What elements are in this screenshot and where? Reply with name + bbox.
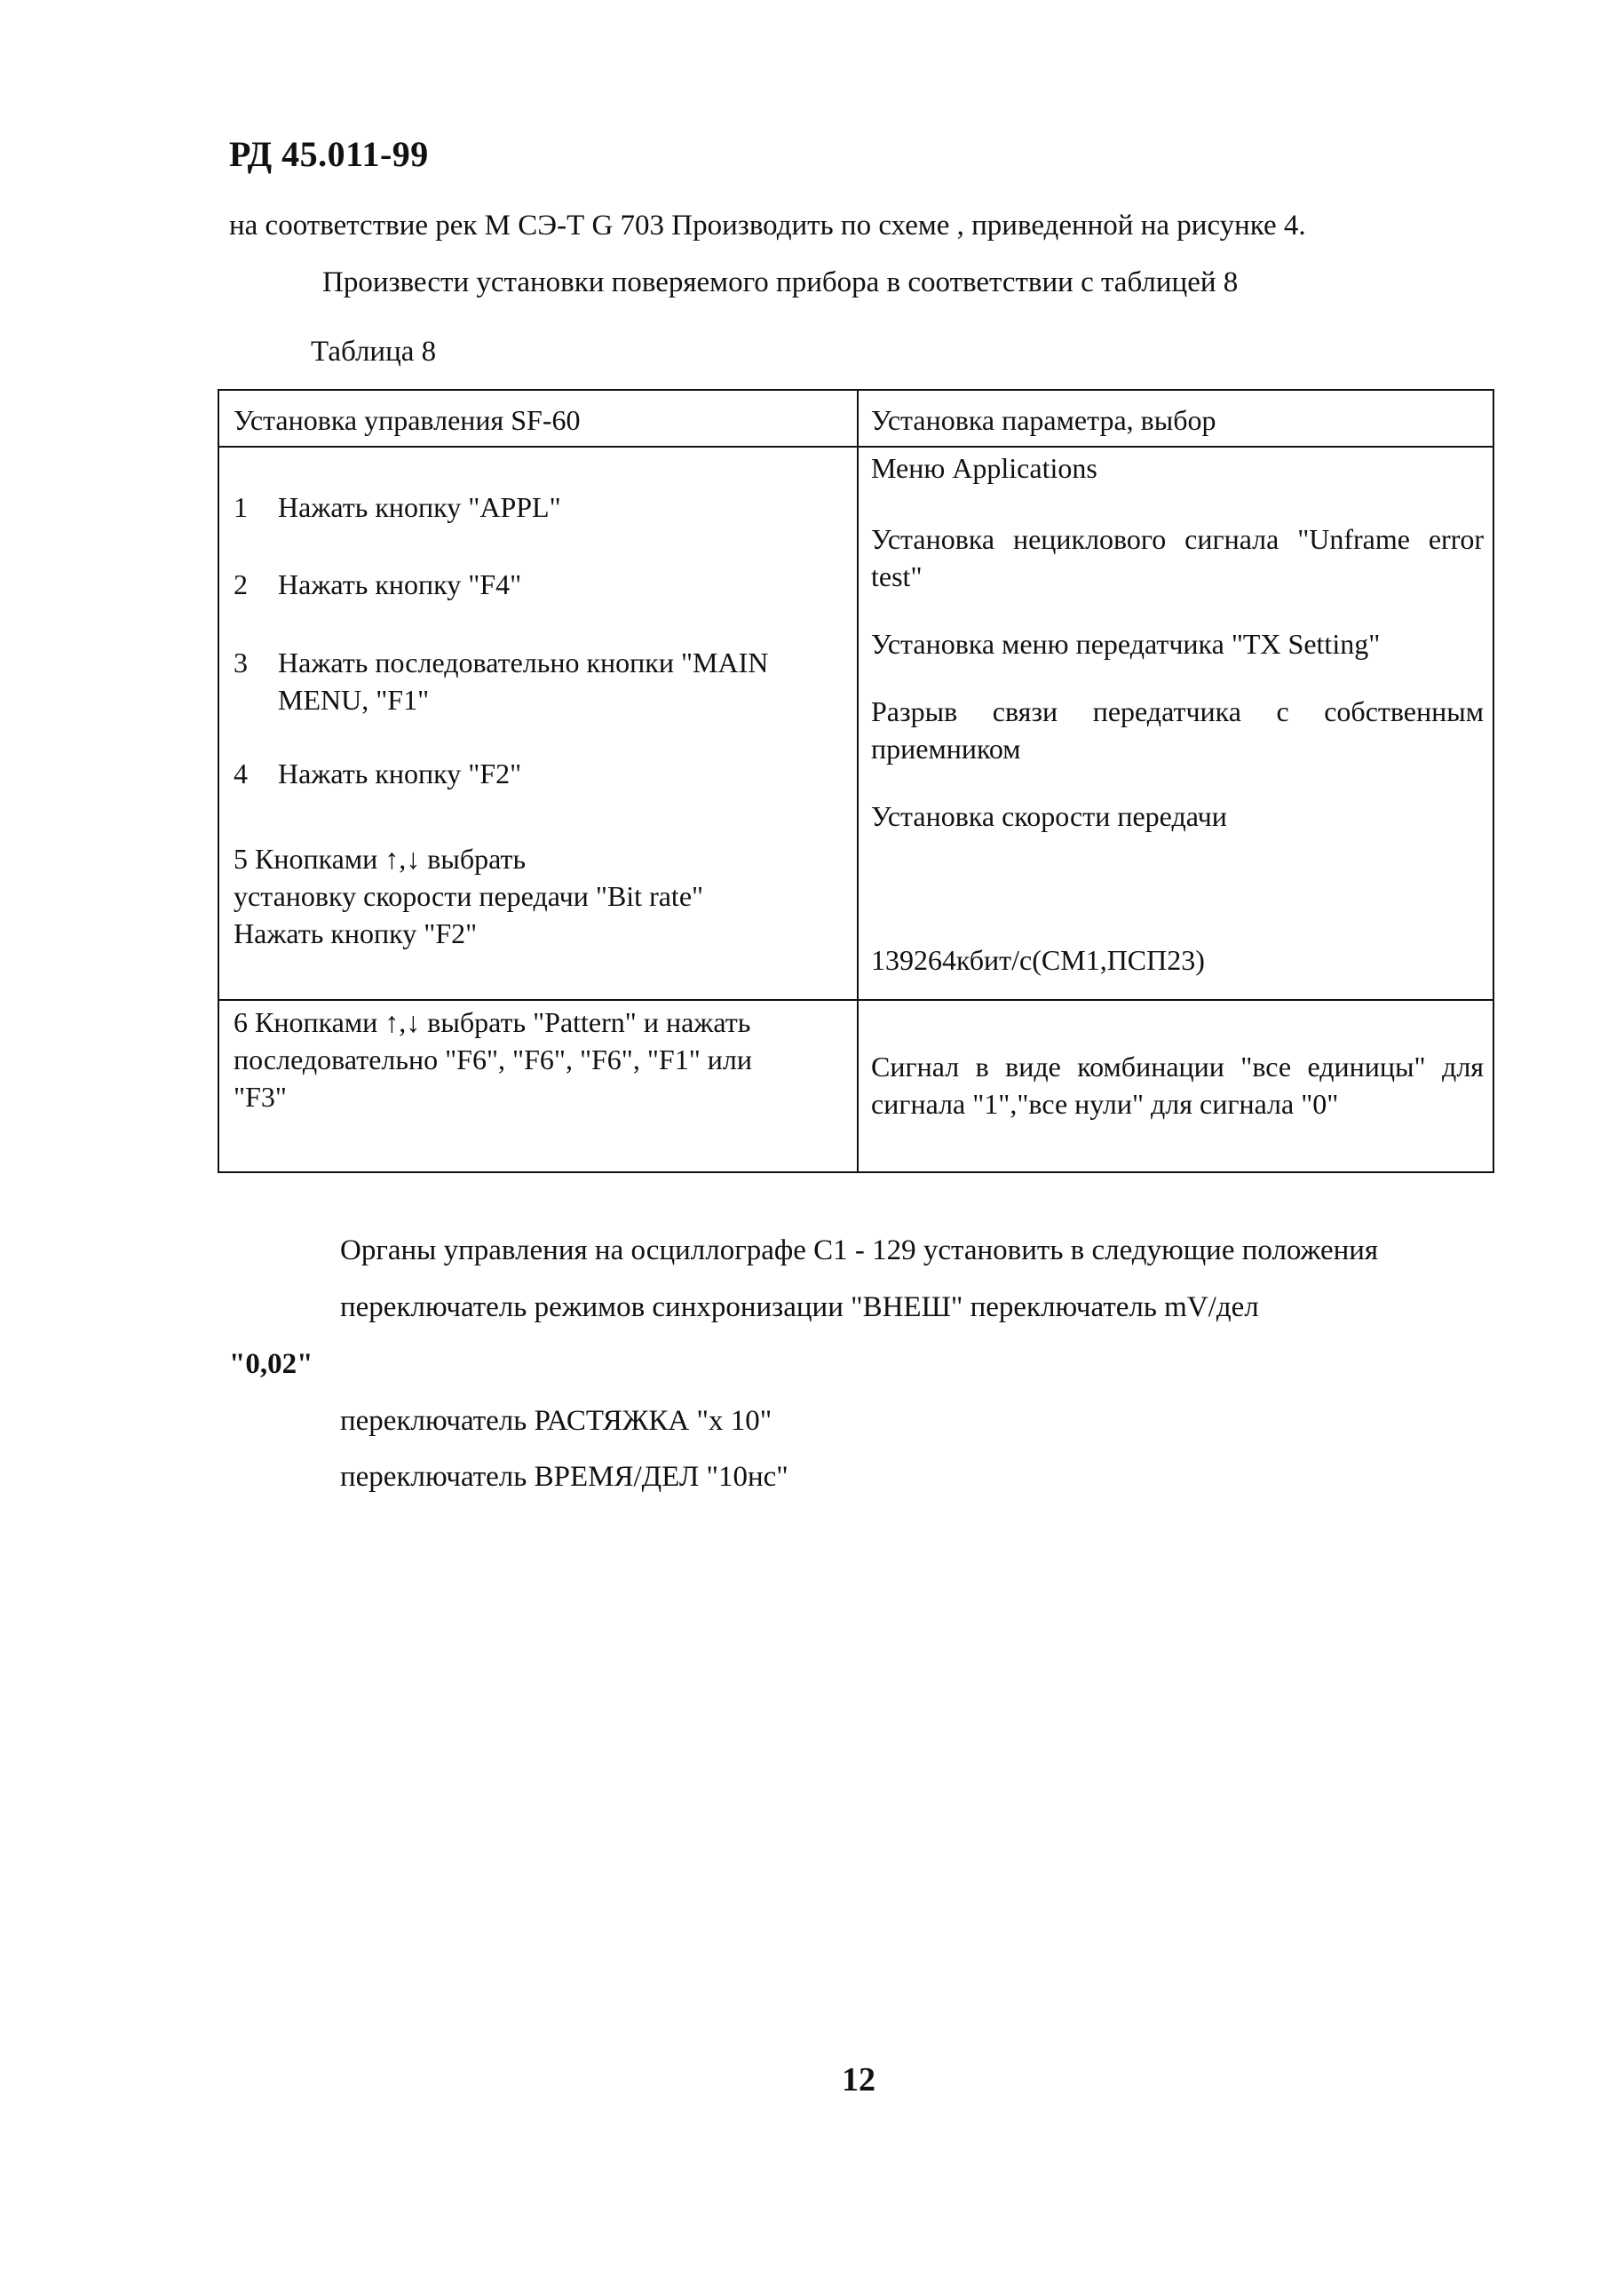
step-5-line-3: Нажать кнопку "F2" (234, 917, 478, 949)
oscilloscope-line-1: Органы управления на осциллографе С1 - 129 установить в следующие положения (340, 1234, 1379, 1266)
step-1 (234, 488, 846, 526)
table-header-parameters: Установка параметра, выбор (871, 404, 1216, 436)
step-number: 2 (234, 568, 248, 600)
step-3 (234, 644, 846, 718)
param-tx-setting: Установка меню передатчика "TX Setting" (871, 628, 1381, 660)
table-header-divider (219, 446, 1493, 448)
step-text: Нажать кнопку "F2" (278, 758, 522, 789)
param-receiver-disconnect: Разрыв связи передатчика с собственным приемником (871, 695, 1484, 765)
oscilloscope-line-5: переключатель ВРЕМЯ/ДЕЛ "10нс" (340, 1461, 788, 1493)
param-unframe-test: Установка нециклового сигнала "Unframe error test" (871, 523, 1484, 592)
step-6-line-1: 6 Кнопками ↑,↓ выбрать "Pattern" и нажать (234, 1006, 751, 1038)
step-number: 4 (234, 758, 248, 789)
step-text: Нажать кнопку "F4" (278, 568, 522, 600)
oscilloscope-line-3: "0,02" (229, 1348, 313, 1380)
step-5-line-1: 5 Кнопками ↑,↓ выбрать (234, 843, 527, 875)
param-bit-rate-value: 139264кбит/с(СМ1,ПСП23) (871, 944, 1205, 976)
step-text: Нажать последовательно кнопки "MAIN (278, 647, 769, 678)
table-caption: Таблица 8 (311, 336, 437, 368)
step-5 (234, 840, 846, 952)
step-number: 3 (234, 647, 248, 678)
intro-line-2: Произвести установки поверяемого прибора в соответствии с таблицей 8 (322, 266, 1239, 298)
step-6-line-3: "F3" (234, 1081, 287, 1113)
settings-table (218, 389, 1494, 1173)
step-6-line-2: последовательно "F6", "F6", "F6", "F1" или (234, 1043, 752, 1075)
param-bit-rate: Установка скорости передачи (871, 800, 1227, 832)
oscilloscope-line-4: переключатель РАСТЯЖКА "x 10" (340, 1405, 772, 1437)
step-text: Нажать кнопку "APPL" (278, 491, 561, 523)
intro-line-1: на соответствие рек М СЭ-Т G 703 Производить по схеме , приведенной на рисунке 4. (229, 210, 1306, 242)
table-column-divider (857, 391, 859, 1171)
step-number: 1 (234, 491, 248, 523)
param-pattern-signal: Сигнал в виде комбинации "все единицы" для сигнала "1","все нули" для сигнала "0" (871, 1051, 1484, 1120)
step-2 (234, 566, 846, 603)
document-code: РД 45.011-99 (229, 134, 429, 174)
table-row-divider (219, 999, 1493, 1001)
table-header-controls: Установка управления SF-60 (234, 404, 581, 436)
page-number: 12 (842, 2061, 875, 2098)
oscilloscope-line-2: переключатель режимов синхронизации "ВНЕШ" переключатель mV/дел (340, 1291, 1259, 1323)
step-text-continued: MENU, "F1" (278, 684, 430, 716)
step-5-line-2: установку скорости передачи "Bit rate" (234, 880, 704, 912)
step-6 (234, 1004, 846, 1115)
param-applications-menu: Меню Applications (871, 452, 1097, 484)
step-4 (234, 755, 846, 792)
